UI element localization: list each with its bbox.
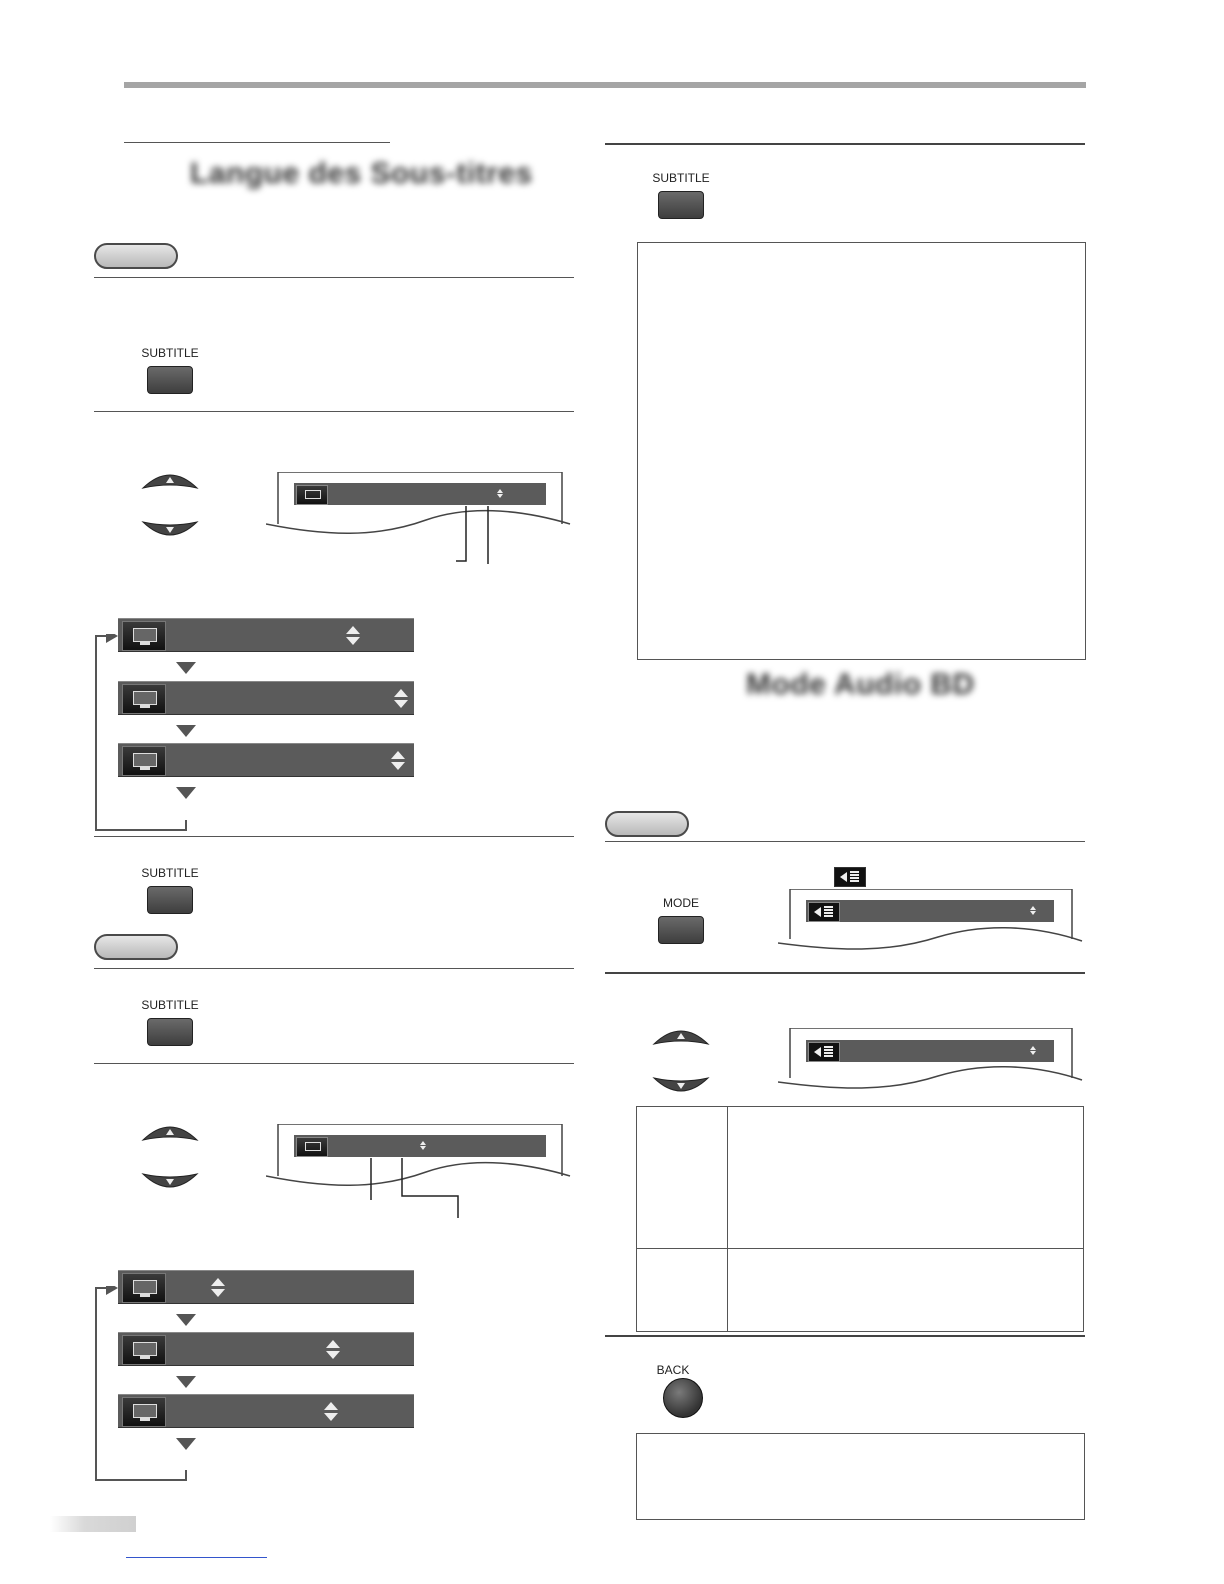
page-number-tab xyxy=(50,1516,136,1532)
mode-button-label: MODE xyxy=(663,896,699,910)
subtitle-button-label: SUBTITLE xyxy=(652,171,710,185)
up-down-selector-icon xyxy=(1030,1046,1036,1056)
step-divider xyxy=(94,836,574,837)
up-down-selector-icon xyxy=(497,489,503,499)
step-divider xyxy=(605,1335,1085,1337)
step-divider xyxy=(605,841,1085,842)
heading-rule-left xyxy=(124,142,390,143)
disc-type-pill xyxy=(94,934,178,960)
down-arrow-icon xyxy=(176,1314,196,1326)
down-arrow-icon xyxy=(176,787,196,799)
back-button[interactable] xyxy=(663,1378,703,1418)
subtitle-screen-icon xyxy=(122,746,166,776)
screen-illustration xyxy=(778,889,1084,955)
down-arrow-icon xyxy=(176,1438,196,1450)
subtitle-screen-icon xyxy=(122,684,166,714)
cursor-down-button[interactable] xyxy=(141,1170,199,1194)
subtitle-screen-icon xyxy=(296,1137,328,1157)
up-down-selector-icon xyxy=(1030,906,1036,916)
table-column-divider xyxy=(727,1107,728,1331)
cursor-up-button[interactable] xyxy=(141,468,199,492)
up-down-selector-icon xyxy=(420,1141,426,1151)
cursor-up-button[interactable] xyxy=(652,1024,710,1048)
subtitle-option-bar-6 xyxy=(118,1394,414,1428)
audio-mode-mini-bar xyxy=(806,900,1054,922)
subtitle-button-label: SUBTITLE xyxy=(141,866,199,880)
subtitle-option-bar-4 xyxy=(118,1270,414,1304)
subtitle-screen-icon xyxy=(122,1273,166,1303)
step-divider xyxy=(94,1063,574,1064)
audio-speaker-icon xyxy=(808,1042,840,1062)
subtitle-button[interactable] xyxy=(658,191,704,219)
subtitle-option-bar-3 xyxy=(118,743,414,777)
screen-illustration xyxy=(266,1124,572,1220)
subtitle-screen-icon xyxy=(122,621,166,651)
subtitle-option-bar-2 xyxy=(118,681,414,715)
subtitle-option-bar-5 xyxy=(118,1332,414,1366)
back-button-label: BACK xyxy=(656,1363,690,1377)
step-divider xyxy=(94,968,574,969)
note-box xyxy=(637,242,1086,660)
up-down-selector-icon xyxy=(391,751,405,771)
subtitle-button-label: SUBTITLE xyxy=(141,998,199,1012)
up-down-selector-icon xyxy=(346,626,360,646)
subtitle-button[interactable] xyxy=(147,1018,193,1046)
table-row-divider xyxy=(637,1248,1083,1249)
disc-type-pill xyxy=(605,811,689,837)
screen-illustration xyxy=(266,472,572,568)
down-arrow-icon xyxy=(176,662,196,674)
down-arrow-icon xyxy=(176,1376,196,1388)
step-divider xyxy=(605,143,1085,145)
mode-button[interactable] xyxy=(658,916,704,944)
up-down-selector-icon xyxy=(326,1340,340,1360)
subtitle-screen-icon xyxy=(296,485,328,505)
disc-type-pill xyxy=(94,243,178,269)
audio-speaker-icon xyxy=(808,902,840,922)
top-rule xyxy=(124,82,1086,88)
note-box xyxy=(636,1433,1085,1520)
subtitle-screen-icon xyxy=(122,1335,166,1365)
audio-mode-table xyxy=(636,1106,1084,1332)
down-arrow-icon xyxy=(176,725,196,737)
subtitle-button-label: SUBTITLE xyxy=(141,346,199,360)
subtitle-mini-bar xyxy=(294,483,546,505)
step-divider xyxy=(94,411,574,412)
up-down-selector-icon xyxy=(324,1402,338,1422)
cursor-up-button[interactable] xyxy=(141,1120,199,1144)
up-down-selector-icon xyxy=(211,1278,225,1298)
subtitle-button[interactable] xyxy=(147,886,193,914)
cycle-loop-line xyxy=(94,634,186,832)
cursor-down-button[interactable] xyxy=(652,1074,710,1098)
subtitle-button[interactable] xyxy=(147,366,193,394)
step-divider xyxy=(94,277,574,278)
up-down-selector-icon xyxy=(394,689,408,709)
subtitle-mini-bar xyxy=(294,1135,546,1157)
link-underline xyxy=(126,1557,267,1558)
subtitle-option-bar-1 xyxy=(118,618,414,652)
cursor-down-button[interactable] xyxy=(141,518,199,542)
screen-illustration xyxy=(778,1028,1084,1094)
audio-mode-mini-bar xyxy=(806,1040,1054,1062)
audio-speaker-icon xyxy=(834,867,866,887)
left-heading: Langue des Sous-titres xyxy=(190,157,533,190)
step-divider xyxy=(605,972,1085,974)
right-heading: Mode Audio BD xyxy=(746,668,975,701)
subtitle-screen-icon xyxy=(122,1397,166,1427)
